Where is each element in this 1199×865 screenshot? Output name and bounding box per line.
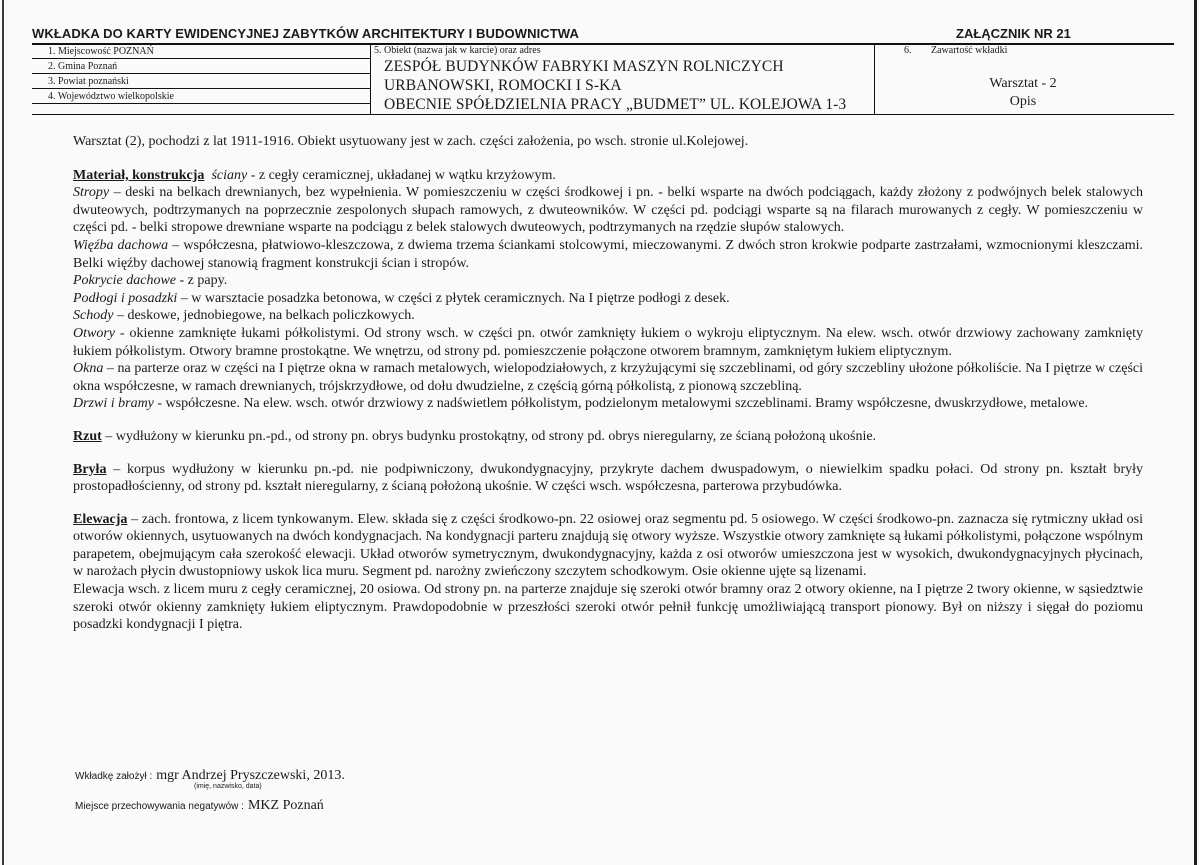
stairs-text: – deskowe, jednobiegowe, na belkach policzkowych. <box>113 308 415 324</box>
field-rule-2 <box>32 73 370 74</box>
annex-number: ZAŁĄCZNIK NR 21 <box>956 26 1071 41</box>
scan-border-right <box>1194 0 1197 865</box>
content-label: Zawartość wkładki <box>931 45 1008 56</box>
material-section <box>73 167 1143 185</box>
roof-truss-term: Więźba dachowa <box>73 237 169 253</box>
plan-text: – wydłużony w kierunku pn.-pd., od strony pn. obrys budynku prostokątny, od strony pd. obrys nieregularny, ze ścianą położoną ukośnie. <box>101 428 877 444</box>
author-line <box>75 766 345 784</box>
floors-term: Podłogi i posadzki <box>73 290 178 306</box>
facade-text-east: Elewacja wsch. z licem muru z cegły ceramicznej, 20 osiowa. Od strony pn. na parterze znajduje się szeroki otwór bramny oraz 2 otwory okienne, na I piętrze 2 twory okienne, w sąsiedztwie szeroki otwór okienny zamknięty łukiem eliptycznym. Prawdopodobnie w przeszłości szeroki otwór pełnił funkcję umożliwiającą transport pionowy. Był on niższy i sięgał do poziomu posadzki kondygnacji I piętra. <box>73 582 1143 633</box>
object-address-line: OBECNIE SPÓŁDZIELNIA PRACY „BUDMET” UL. KOLEJOWA 1-3 <box>384 96 847 113</box>
stairs-term: Schody <box>73 308 114 324</box>
massing-section <box>73 461 1143 496</box>
field-locality: 1. Miejscowość POZNAŃ <box>48 46 154 57</box>
roof-truss-paragraph <box>73 237 1143 272</box>
roofing-text: - z papy. <box>176 273 228 289</box>
doors-text: - współczesne. Na elew. wsch. otwór drzwiowy z nadświetlem półkolistym, podzielonym metalowymi szczeblinami. Bramy współczesne, dwuskrzydłowe, metalowe. <box>153 396 1089 412</box>
field-rule-3 <box>32 88 370 89</box>
object-name-line-1: ZESPÓŁ BUDYNKÓW FABRYKI MASZYN ROLNICZYCH <box>384 58 784 75</box>
content-value-workshop: Warsztat - 2 <box>989 76 1057 91</box>
header-divider-right <box>874 44 875 115</box>
author-value: mgr Andrzej Pryszczewski, 2013. <box>156 768 345 783</box>
content-number: 6. <box>904 45 912 56</box>
floors-text: – w warsztacie posadzka betonowa, w części z płytek ceramicznych. Na I piętrze podłogi z desek. <box>177 290 730 306</box>
form-title: WKŁADKA DO KARTY EWIDENCYJNEJ ZABYTKÓW ARCHITEKTURY I BUDOWNICTWA <box>32 26 579 41</box>
header-divider-left <box>370 44 371 115</box>
field-rule-1 <box>32 58 370 59</box>
openings-paragraph <box>73 325 1143 360</box>
storage-value: MKZ Poznań <box>247 798 324 813</box>
material-heading: Materiał, konstrukcja <box>73 167 205 183</box>
facade-section <box>73 511 1143 581</box>
facade-heading: Elewacja <box>73 511 128 527</box>
windows-term: Okna <box>73 361 104 377</box>
windows-paragraph <box>73 360 1143 395</box>
roofing-term: Pokrycie dachowe <box>73 273 177 289</box>
author-hint: (imię, nazwisko, data) <box>194 783 262 790</box>
massing-text: – korpus wydłużony w kierunku pn.-pd. nie podpiwniczony, dwukondygnacyjny, przykryte dachem dwuspadowym, o niewielkim spadku połaci. Od strony pn. kształt bryły prostopadłościenny, od strony pd. kształt nieregularny, z ścianą położoną ukośnie. W części wsch. współczesna, parterowa przybudówka. <box>73 461 1143 495</box>
roof-truss-text: – współczesna, płatwiowo-kleszczowa, z dwiema trzema ściankami stolcowymi, mieczowanymi. Z dwóch stron krokwie podparte zastrzałami, wzmocnionymi kleszczami. Belki więźby dachowej stanowią fragment konstrukcji ścian i stropów. <box>73 237 1143 271</box>
plan-heading: Rzut <box>73 428 102 444</box>
header-bottom-rule <box>32 114 1174 115</box>
walls-term: ściany <box>211 167 248 183</box>
doors-term: Drzwi i bramy <box>73 396 154 412</box>
field-county: 3. Powiat poznański <box>48 76 129 87</box>
description-body <box>73 133 1143 634</box>
scan-border-left <box>2 0 4 865</box>
ceilings-paragraph <box>73 184 1143 237</box>
plan-section <box>73 428 1143 446</box>
object-name-line-2: URBANOWSKI, ROMOCKI I S-KA <box>384 77 622 94</box>
floors-paragraph <box>73 290 1143 308</box>
openings-term: Otwory <box>73 325 115 341</box>
openings-text: - okienne zamknięte łukami półkolistymi. Od strony wsch. w części pn. otwór zamknięty łukiem o wykroju eliptycznym. Na elew. wsch. otwór drzwiowy zachowany zamknięty łukiem półkolistym. Otwory bramne prostokątne. We wnętrzu, od strony pd. pomieszczenie połączone otworem bramnym, zamkniętym łukiem eliptycznym. <box>73 325 1143 359</box>
ceilings-term: Stropy <box>73 185 110 201</box>
field-commune: 2. Gmina Poznań <box>48 61 118 72</box>
windows-text: – na parterze oraz w części na I piętrze okna w ramach metalowych, wielopodziałowych, z krzyżującymi się szczeblinami, od góry szczebliny ułożone półkoliście. Na I piętrze w części okna współczesne, w ramach drewnianych, trójskrzydłowe, od dołu dwudzielne, z częścią górną półkolistą, z pionową szczebliną. <box>73 361 1143 394</box>
roofing-paragraph <box>73 272 1143 290</box>
ceilings-text: – deski na belkach drewnianych, bez wypełnienia. W pomieszczeniu w części środkowej i pn. - belki wsparte na dwóch podciągach, każdy złożony z podwójnych belek stalowych dwuteowych, podtrzymanych na poprzecznie zespolonych słupach ramowych, z dwuteowników. W części pd. podciągi wsparte są na filarach murowanych z cegły. W pomieszczeniu w części pd. - belki stropowe drewniane wsparte na podciągu z belek stalowych dwuteowych, podtrzymanych na rzędzie słupów stalowych. <box>73 185 1143 236</box>
intro-paragraph: Warsztat (2), pochodzi z lat 1911-1916. Obiekt usytuowany jest w zach. części założenia, po wsch. stronie ul.Kolejowej. <box>73 134 749 149</box>
doors-paragraph <box>73 395 1143 413</box>
field-voivodeship: 4. Województwo wielkopolskie <box>48 91 174 102</box>
facade-text-west: – zach. frontowa, z licem tynkowanym. Elew. składa się z części środkowo-pn. 22 osiowej oraz segmentu pd. 5 osiowego. W części środkowo-pn. zaznacza się rytmiczny układ osi otworów okiennych, usytuowanych na dwóch kondygnacjach. Na kondygnacji parteru znajdują się otwory wyższe. Wszystkie otwory zamknięte są łukami półkolistymi, połączone wspólnym parapetem, obejmującym cała szerokość elewacji. Układ otworów symetrycznym, dwukondygnacyjny, każda z osi otworów umieszczona jest w wysokich, dwukondygnacyjnych płycinach, w narożach płycin dwustopniowy uskok lica muru. Segment pd. narożny zwieńczony szczytem schodkowym. Osie okienne ujęte są lizenami. <box>73 511 1143 580</box>
object-label: 5. Obiekt (nazwa jak w karcie) oraz adres <box>374 45 541 56</box>
content-value-description: Opis <box>1009 94 1037 109</box>
storage-label: Miejsce przechowywania negatywów : <box>75 801 244 812</box>
walls-text: - z cegły ceramicznej, układanej w wątku krzyżowym. <box>247 167 556 183</box>
field-rule-4 <box>32 103 370 104</box>
massing-heading: Bryła <box>73 461 107 477</box>
stairs-paragraph <box>73 307 1143 325</box>
author-label: Wkładkę założył : <box>75 771 153 782</box>
storage-line <box>75 796 324 814</box>
